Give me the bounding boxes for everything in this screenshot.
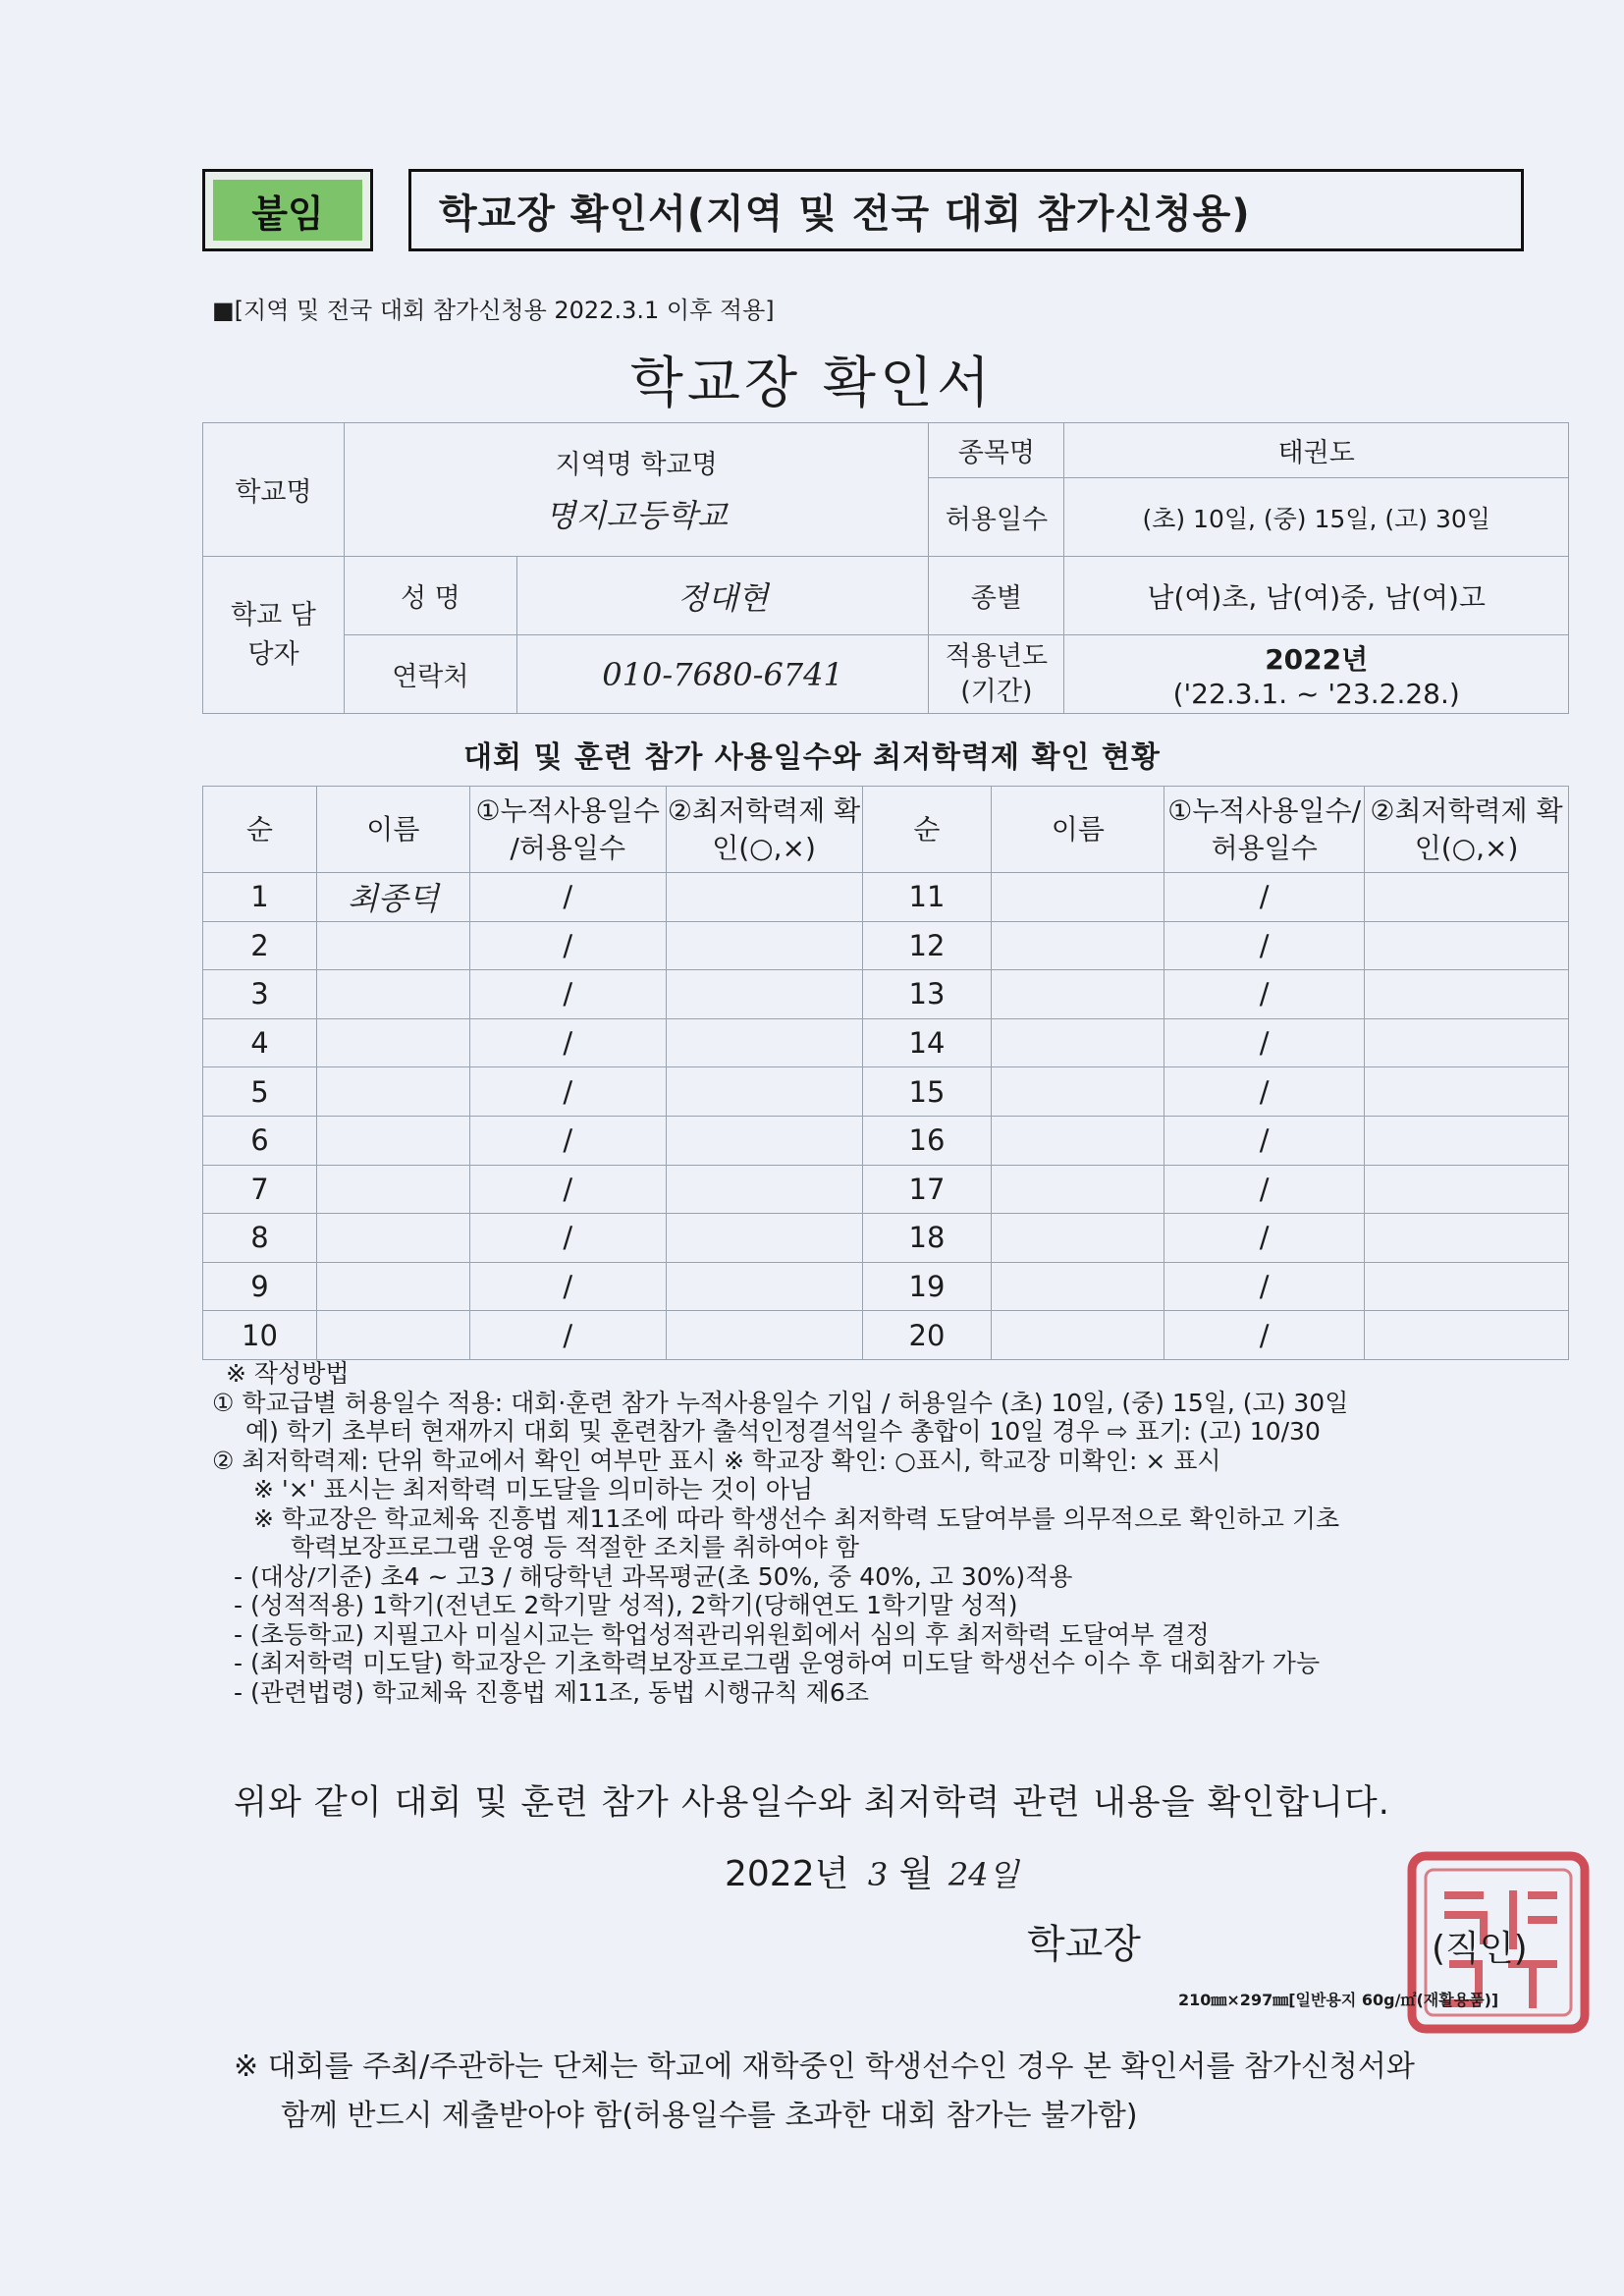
category-value: 남(여)초, 남(여)중, 남(여)고: [1064, 557, 1569, 635]
row-number: 10: [203, 1311, 317, 1360]
col-header-no-2: 순: [862, 787, 992, 873]
days-ratio-2: /: [1164, 873, 1365, 922]
sport-label: 종목명: [929, 423, 1064, 478]
days-ratio-2: /: [1164, 1067, 1365, 1117]
days-ratio-2: /: [1164, 1311, 1365, 1360]
table-row: [203, 1018, 1569, 1067]
table-row: [203, 970, 1569, 1019]
year-cell: [1064, 635, 1569, 714]
athlete-name: [316, 1018, 469, 1067]
note-line: 예) 학기 초부터 현재까지 대회 및 훈련참가 출석인정결석일수 총합이 10일 경우 ⇨ 표기: (고) 10/30: [245, 1417, 1321, 1446]
academic-check-2: [1365, 1262, 1569, 1311]
row-number-2: 16: [862, 1116, 992, 1165]
row-number-2: 13: [862, 970, 992, 1019]
row-number: 5: [203, 1067, 317, 1117]
note-line: ① 학교급별 허용일수 적용: 대회·훈련 참가 누적사용일수 기입 / 허용일수 (초) 10일, (중) 15일, (고) 30일: [212, 1388, 1349, 1417]
contact-label: 연락처: [344, 635, 516, 714]
days-ratio-2: /: [1164, 1116, 1365, 1165]
days-ratio: /: [469, 1262, 666, 1311]
academic-check-2: [1365, 1067, 1569, 1117]
athlete-name-2: [992, 1067, 1164, 1117]
school-name: 명지고등학교: [545, 497, 728, 534]
athlete-name: [316, 1067, 469, 1117]
academic-check-2: [1365, 1116, 1569, 1165]
days-ratio: /: [469, 921, 666, 970]
sport-value: 태권도: [1064, 423, 1569, 478]
period-value: ('22.3.1. ~ '23.2.28.): [1172, 678, 1460, 710]
table-row: [203, 873, 1569, 922]
athlete-name: [316, 1116, 469, 1165]
academic-check: [666, 1165, 862, 1214]
athlete-name-2: [992, 873, 1164, 922]
row-number: 9: [203, 1262, 317, 1311]
athlete-name-2: [992, 921, 1164, 970]
athlete-name: [316, 1311, 469, 1360]
athlete-name: [316, 1214, 469, 1263]
row-number: 8: [203, 1214, 317, 1263]
row-number-2: 11: [862, 873, 992, 922]
academic-check: [666, 921, 862, 970]
row-number: 6: [203, 1116, 317, 1165]
participation-table: [202, 786, 1569, 1360]
table-row: [203, 1165, 1569, 1214]
row-number-2: 19: [862, 1262, 992, 1311]
row-number-2: 20: [862, 1311, 992, 1360]
table-row: [203, 1214, 1569, 1263]
row-number: 1: [203, 873, 317, 922]
academic-check-2: [1365, 1214, 1569, 1263]
days-ratio: /: [469, 1311, 666, 1360]
date-year: 2022년: [725, 1854, 849, 1894]
note-line: ② 최저학력제: 단위 학교에서 확인 여부만 표시 ※ 학교장 확인: ○표시, 학교장 미확인: × 표시: [212, 1446, 1221, 1475]
row-number-2: 18: [862, 1214, 992, 1263]
document-title: 학교장 확인서: [629, 352, 995, 415]
days-ratio-2: /: [1164, 970, 1365, 1019]
academic-check: [666, 970, 862, 1019]
date-month-unit: 월: [898, 1854, 934, 1894]
academic-check-2: [1365, 873, 1569, 922]
row-number-2: 12: [862, 921, 992, 970]
year-value: 2022년: [1265, 643, 1369, 676]
days-ratio-2: /: [1164, 921, 1365, 970]
table-row: [203, 1067, 1569, 1117]
days-ratio-2: /: [1164, 1214, 1365, 1263]
academic-check: [666, 873, 862, 922]
athlete-name-2: [992, 970, 1164, 1019]
academic-check: [666, 1311, 862, 1360]
note-line: ※ '×' 표시는 최저학력 미도달을 의미하는 것이 아님: [253, 1475, 814, 1503]
days-ratio: /: [469, 1018, 666, 1067]
days-ratio: /: [469, 970, 666, 1019]
year-label-text: 적용년도 (기간): [945, 640, 1049, 707]
academic-check: [666, 1214, 862, 1263]
athlete-name: [316, 970, 469, 1019]
note-line: ※ 학교장은 학교체육 진흥법 제11조에 따라 학생선수 최저학력 도달여부를 의무적으로 확인하고 기초: [253, 1503, 1340, 1533]
allowed-days-value: (초) 10일, (중) 15일, (고) 30일: [1064, 478, 1569, 557]
instructions: [212, 1359, 1587, 1707]
academic-check: [666, 1116, 862, 1165]
days-ratio-2: /: [1164, 1165, 1365, 1214]
athlete-name: [316, 1262, 469, 1311]
name-label: 성 명: [344, 557, 516, 635]
athlete-name: [316, 921, 469, 970]
col-header-no: 순: [203, 787, 317, 873]
note-line: - (대상/기준) 초4 ~ 고3 / 해당학년 과목평균(초 50%, 중 40%, 고 30%)적용: [234, 1561, 1073, 1591]
school-info-table: [202, 422, 1569, 714]
row-number-2: 15: [862, 1067, 992, 1117]
days-ratio-2: /: [1164, 1018, 1365, 1067]
academic-check-2: [1365, 970, 1569, 1019]
date-month: 3: [867, 1856, 889, 1893]
academic-check-2: [1365, 1165, 1569, 1214]
days-ratio-2: /: [1164, 1262, 1365, 1311]
table-row: [203, 1311, 1569, 1360]
row-number: 4: [203, 1018, 317, 1067]
academic-check: [666, 1067, 862, 1117]
note-line: - (성적적용) 1학기(전년도 2학기말 성적), 2학기(당해연도 1학기말 성적): [234, 1591, 1018, 1619]
applicability-note: ■[지역 및 전국 대회 참가신청용 2022.3.1 이후 적용]: [212, 297, 775, 324]
footer-line: ※ 대회를 주최/주관하는 단체는 학교에 재학중인 학생선수인 경우 본 확인서를 참가신청서와: [234, 2050, 1415, 2084]
section-title: 대회 및 훈련 참가 사용일수와 최저학력제 확인 현황: [463, 740, 1161, 775]
academic-check-2: [1365, 921, 1569, 970]
footer-line: 함께 반드시 제출받아야 함(허용일수를 초과한 대회 참가는 불가함): [281, 2099, 1138, 2133]
notes-heading: ※ 작성방법: [226, 1359, 350, 1388]
date-day: 24일: [947, 1856, 1019, 1893]
athlete-name-2: [992, 1214, 1164, 1263]
athlete-name-2: [992, 1262, 1164, 1311]
days-ratio: /: [469, 873, 666, 922]
athlete-name-2: [992, 1116, 1164, 1165]
athlete-name-2: [992, 1311, 1164, 1360]
table-row: [203, 921, 1569, 970]
manager-name: 정대현: [516, 557, 929, 635]
row-number: 2: [203, 921, 317, 970]
athlete-name-2: [992, 1018, 1164, 1067]
athlete-name: [316, 1165, 469, 1214]
days-ratio: /: [469, 1116, 666, 1165]
table-row: [203, 1262, 1569, 1311]
confirmation-statement: 위와 같이 대회 및 훈련 참가 사용일수와 최저학력 관련 내용을 확인합니다.: [234, 1783, 1390, 1823]
paper-spec: 210㎜×297㎜[일반용지 60g/㎡(재활용품)]: [1178, 1991, 1499, 2009]
seal-label: (직인): [1432, 1929, 1528, 1969]
col-header-check-2: ②최저학력제 확인(○,×): [1365, 787, 1569, 873]
row-number: 7: [203, 1165, 317, 1214]
academic-check-2: [1365, 1311, 1569, 1360]
row-number-2: 14: [862, 1018, 992, 1067]
category-label: 종별: [929, 557, 1064, 635]
manager-label-text: 학교 담당자: [231, 599, 316, 670]
school-cell: [344, 423, 928, 557]
academic-check: [666, 1018, 862, 1067]
col-header-days-2: ①누적사용일수/ 허용일수: [1164, 787, 1365, 873]
signing-date: [725, 1846, 1019, 1896]
school-hint: 지역명 학교명: [555, 450, 718, 480]
note-line: - (관련법령) 학교체육 진흥법 제11조, 동법 시행규칙 제6조: [234, 1677, 869, 1707]
row-number-2: 17: [862, 1165, 992, 1214]
athlete-name-2: [992, 1165, 1164, 1214]
days-ratio: /: [469, 1067, 666, 1117]
footer-note: [234, 2043, 1415, 2141]
allowed-days-label: 허용일수: [929, 478, 1064, 557]
table-header-row: [203, 787, 1569, 873]
attachment-tag: [202, 169, 373, 251]
academic-check-2: [1365, 1018, 1569, 1067]
days-ratio: /: [469, 1165, 666, 1214]
col-header-check: ②최저학력제 확인(○,×): [666, 787, 862, 873]
header-title: 학교장 확인서(지역 및 전국 대회 참가신청용): [408, 169, 1524, 251]
year-label: [929, 635, 1064, 714]
principal-label: 학교장: [1027, 1922, 1141, 1967]
col-header-name: 이름: [316, 787, 469, 873]
note-line: 학력보장프로그램 운영 등 적절한 조치를 취하여야 함: [291, 1533, 859, 1561]
contact-value: 010-7680-6741: [516, 635, 929, 714]
col-header-name-2: 이름: [992, 787, 1164, 873]
row-number: 3: [203, 970, 317, 1019]
academic-check: [666, 1262, 862, 1311]
attachment-tag-label: 붙임: [213, 180, 362, 241]
note-line: - (초등학교) 지필고사 미실시교는 학업성적관리위원회에서 심의 후 최저학력 도달여부 결정: [234, 1619, 1210, 1649]
manager-label: [203, 557, 345, 714]
col-header-days: ①누적사용일수 /허용일수: [469, 787, 666, 873]
school-label: 학교명: [203, 423, 345, 557]
document-header: [202, 169, 1524, 255]
days-ratio: /: [469, 1214, 666, 1263]
note-line: - (최저학력 미도달) 학교장은 기초학력보장프로그램 운영하여 미도달 학생선수 이수 후 대회참가 가능: [234, 1649, 1321, 1677]
athlete-name: 최종덕: [316, 873, 469, 922]
table-row: [203, 1116, 1569, 1165]
